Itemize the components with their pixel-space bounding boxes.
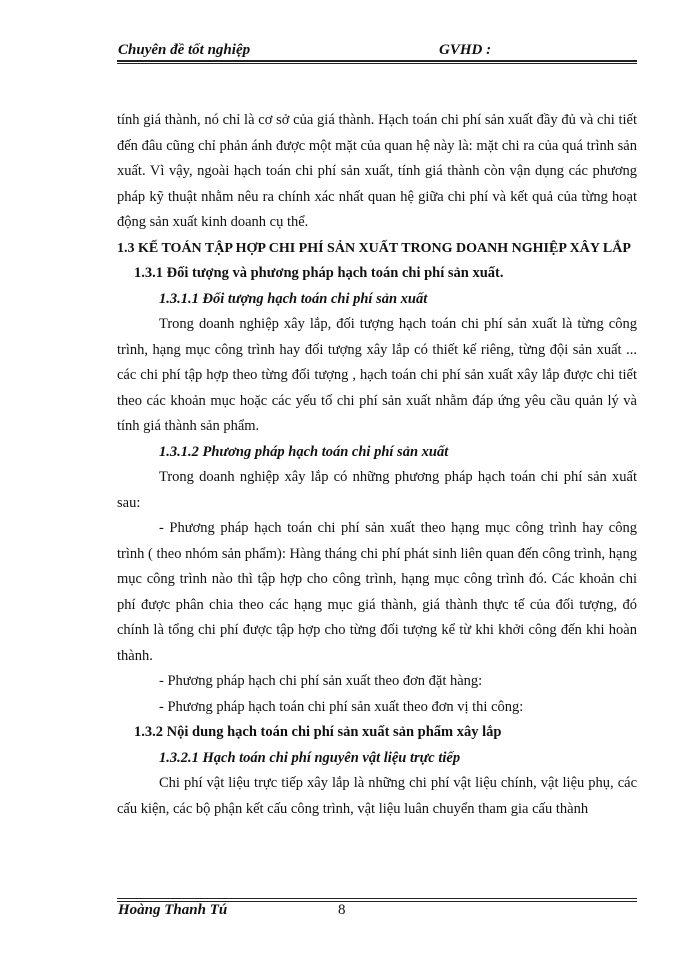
list-item: - Phương pháp hạch chi phí sản xuất theo đơn đặt hàng: <box>159 673 483 689</box>
paragraph: - Phương pháp hạch toán chi phí sản xuất theo hạng mục công trình hay công trình ( theo nhóm sản phẩm): Hàng tháng chi phí phát sinh liên quan đến công trình, hạng mục công trình nào thì tập hợp cho công trình, hạng mục công trình đó. Các khoản chi phí được phân chia theo các hạng mục giá thành, giá thành thực tế của đối tượng, đó chính là tổng chi phí được tập hợp cho từng đối tượng kể từ khi khởi công đến khi hoàn thành. <box>117 520 637 664</box>
document-title: Chuyên đề tốt nghiệp <box>118 42 251 58</box>
page-header <box>117 40 635 62</box>
subsubsection-heading: 1.3.1.1 Đối tượng hạch toán chi phí sản xuất <box>159 290 428 307</box>
subsection-heading: 1.3.2 Nội dung hạch toán chi phí sản xuất sản phẩm xây lắp <box>134 724 502 740</box>
paragraph: Chi phí vật liệu trực tiếp xây lắp là những chi phí vật liệu chính, vật liệu phụ, các cấu kiện, các bộ phận kết cấu công trình, vật liệu luân chuyển tham gia cấu thành <box>117 775 637 817</box>
list-item: - Phương pháp hạch toán chi phí sản xuất theo đơn vị thi công: <box>159 698 524 715</box>
paragraph: Trong doanh nghiệp xây lắp, đối tượng hạch toán chi phí sản xuất là từng công trình, hạng mục công trình hay đối tượng xây lắp có thiết kế riêng, từng đội sản xuất ... các chi phí tập hợp theo từng đối tượng , hạch toán chi phí sản xuất xây lắp được chi tiết theo các khoản mục hoặc các yếu tố chi phí sản xuất nhằm đáp ứng yêu cầu quản lý và tính giá thành sản phẩm. <box>117 316 637 434</box>
supervisor-label: GVHD : <box>439 42 492 58</box>
paragraph: Trong doanh nghiệp xây lắp có những phương pháp hạch toán chi phí sản xuất sau: <box>117 469 637 511</box>
subsubsection-heading: 1.3.1.2 Phương pháp hạch toán chi phí sản xuất <box>159 443 449 460</box>
author-name: Hoàng Thanh Tú <box>118 902 228 918</box>
document-body <box>117 108 637 822</box>
subsection-heading: 1.3.1 Đối tượng và phương pháp hạch toán chi phí sản xuất. <box>134 265 504 281</box>
paragraph: tính giá thành, nó chỉ là cơ sở của giá thành. Hạch toán chi phí sản xuất đầy đủ và chi tiết đến đâu cũng chỉ phản ánh được một mặt của quan hệ này là: mặt chi ra của quá trình sản xuất. Vì vậy, ngoài hạch toán chi phí sản xuất, tính giá thành còn vận dụng các phương pháp kỹ thuật nhằm nêu ra chính xác nhất quan hệ giữa chi phí và kết quả của từng hoạt động sản xuất kinh doanh cụ thể. <box>117 112 637 230</box>
page-number: 8 <box>338 902 346 918</box>
page-footer <box>117 900 637 924</box>
header-divider <box>117 60 637 64</box>
section-heading: 1.3 KẾ TOÁN TẬP HỢP CHI PHÍ SẢN XUẤT TRONG DOANH NGHIỆP XÂY LẮP <box>117 240 631 256</box>
subsubsection-heading: 1.3.2.1 Hạch toán chi phí nguyên vật liệu trực tiếp <box>159 749 461 766</box>
